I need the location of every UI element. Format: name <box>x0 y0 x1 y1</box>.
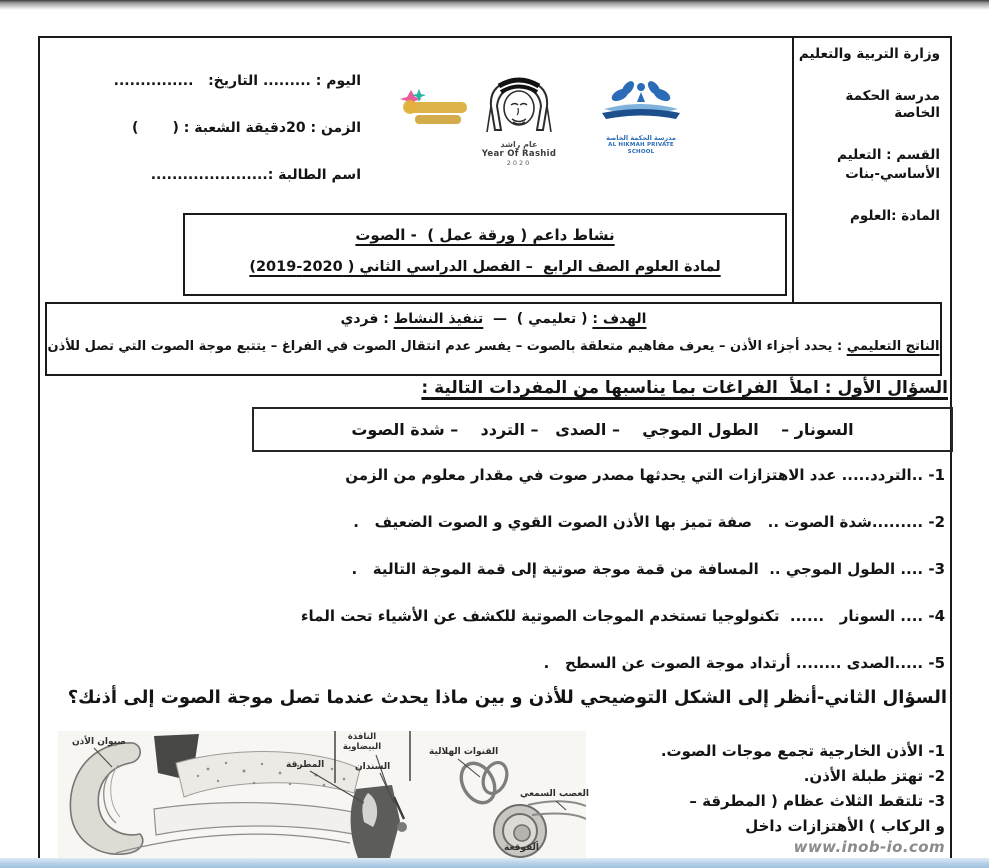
goal-value: ( تعليمي ) — <box>483 311 593 327</box>
worksheet-title-line1: نشاط داعم ( ورقة عمل ) - الصوت <box>355 226 615 244</box>
answer-item: 3- تلتقط الثلاث عظام ( المطرقة – <box>689 792 945 810</box>
department-line2: الأساسي-بنات <box>845 166 940 182</box>
school-info-cell <box>792 36 948 302</box>
day-date-field: اليوم : ......... التاريخ: ............... <box>113 73 361 89</box>
subject-line: المادة :العلوم <box>850 208 940 224</box>
execution-label: تنفيذ النشاط <box>393 311 484 327</box>
goal-label: الهدف : <box>592 311 647 327</box>
worksheet-title-line2: لمادة العلوم الصف الرابع – الفصل الدراسي الثاني ( 2020-2019) <box>249 259 721 275</box>
rashid-portrait-sketch <box>477 72 561 136</box>
ear-anatomy-sketch <box>58 731 586 858</box>
top-window-edge <box>0 0 989 10</box>
school-logo <box>596 79 686 153</box>
fill-blank-item: 3- .... الطول الموجي .. المسافة من قمة موجة صوتية إلى قمة الموجة التالية . <box>351 560 945 578</box>
worksheet-title-box <box>183 213 787 296</box>
student-fields <box>55 72 361 213</box>
student-name-field: اسم الطالبة :...................... <box>150 167 361 183</box>
golden-jubilee-logo <box>399 88 479 134</box>
objective-box <box>45 302 942 376</box>
watermark-url: www.inob-io.com <box>793 838 945 856</box>
ministry-name: وزارة التربية والتعليم <box>798 46 940 62</box>
fill-blank-item: 4- .... السونار ...... تكنولوجيا تستخدم الموجات الصوتية للكشف عن الأشياء تحت الماء <box>300 607 945 625</box>
answer-item: 1- الأذن الخارجية تجمع موجات الصوت. <box>660 742 945 760</box>
fill-blank-item: 5- .....الصدى ........ أرتداد موجة الصوت عن السطح . <box>543 654 945 672</box>
fill-blank-item: 2- .........شدة الصوت .. صفة تميز بها الأذن الصوت القوي و الصوت الضعيف . <box>353 513 945 531</box>
question1-heading: السؤال الأول : املأ الفراغات بما يناسبها من المفردات التالية : <box>421 378 948 398</box>
ear-diagram <box>58 731 589 858</box>
question1-items <box>240 464 945 699</box>
time-section-field: الزمن : 20دقيقة الشعبة : ( ) <box>131 120 361 136</box>
execution-value: : فردي <box>340 311 394 327</box>
answer-item-continuation: و الركاب ) الأهتزازات داخل <box>745 817 945 835</box>
school-logo-english-name: AL HIKMAH PRIVATE SCHOOL <box>608 142 674 155</box>
diagram-label-incus: السندان <box>355 762 391 772</box>
question2-answers <box>575 739 945 839</box>
diagram-label-auditory-nerve: العصب السمعي <box>520 789 589 799</box>
learning-outcome-line <box>47 339 940 354</box>
rashid-logo-year: 2020 <box>506 159 532 167</box>
gold-logo-graphic <box>399 88 479 134</box>
answer-item: 2- تهتز طبلة الأذن. <box>803 767 945 785</box>
diagram-label-malleus: المطرقة <box>286 760 325 770</box>
rashid-logo-arabic-title: عام راشد <box>500 140 538 149</box>
school-name: مدرسة الحكمة الخاصة <box>840 88 940 121</box>
word-bank-box: السونار – الطول الموجي – الصدى – التردد – شدة الصوت <box>252 407 953 452</box>
department-line1: القسم : التعليم <box>837 147 940 163</box>
outcome-value: : يحدد أجزاء الأذن – يعرف مفاهيم متعلقة بالصوت – يفسر عدم انتقال الصوت في الفراغ – يتتبع موجة الصوت التي تصل للأذن <box>47 339 847 354</box>
school-logo-arabic-name: مدرسة الحكمة الخاصة <box>606 134 676 142</box>
year-of-rashid-logo <box>477 72 561 172</box>
outcome-label: الناتج التعليمي <box>846 339 940 354</box>
fill-blank-item: 1- ..التردد..... عدد الاهتزازات التي يحدثها مصدر صوت في مقدار معلوم من الزمن <box>345 466 945 484</box>
question2-heading: السؤال الثاني-أنظر إلى الشكل التوضيحي للأذن و بين ماذا يحدث عندما تصل موجة الصوت إلى أذنك؟ <box>67 687 947 708</box>
objective-line <box>47 311 940 327</box>
school-emblem-graphic <box>596 79 686 131</box>
diagram-label-oval-window: النافذة البيضاوية <box>342 732 382 752</box>
diagram-label-cochlea: القوقعة <box>504 843 540 853</box>
rashid-logo-english-title: Year Of Rashid <box>481 149 557 159</box>
bottom-window-edge <box>0 858 989 868</box>
diagram-label-pinna: صيوان الأذن <box>72 737 126 747</box>
diagram-label-semicircular-canals: القنوات الهلالية <box>429 747 499 757</box>
